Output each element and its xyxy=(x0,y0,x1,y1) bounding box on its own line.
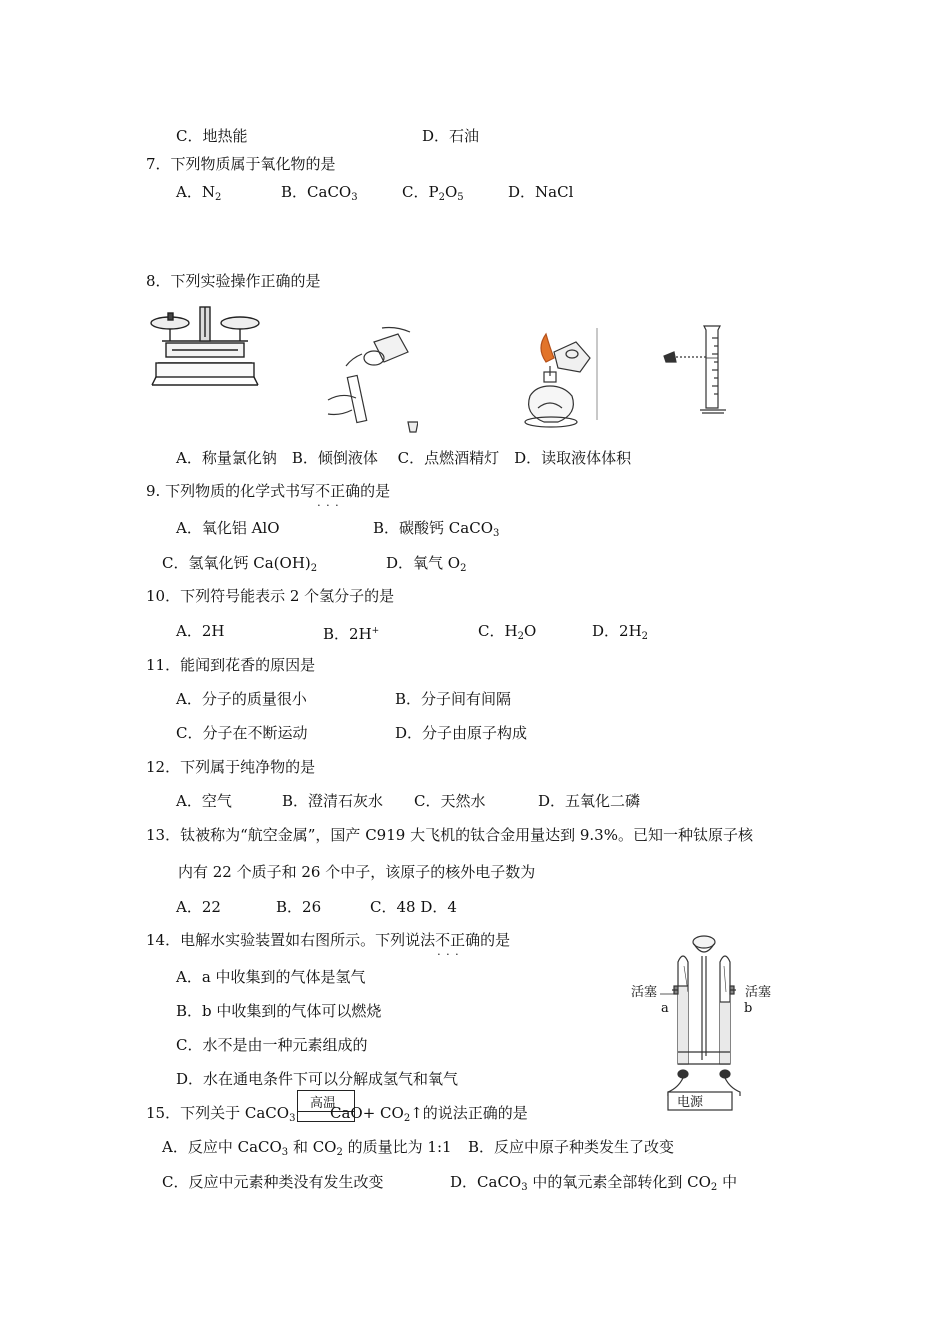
q14-option-d: D．水在通电条件下可以分解成氢气和氧气 xyxy=(176,1070,459,1088)
left-valve-label: 活塞 xyxy=(631,985,658,1000)
q12-option-b: B．澄清石灰水 xyxy=(282,792,384,810)
q7-option-c: C．$P_2O_5$ xyxy=(402,183,464,203)
q13-option-b: B．26 xyxy=(276,898,322,916)
q13-option-a: A．22 xyxy=(176,898,221,916)
q9-option-a: A．氧化铝 AlO xyxy=(176,519,280,537)
q12-option-d: D．五氧化二磷 xyxy=(538,792,641,810)
reaction-condition-box: 高温 xyxy=(297,1090,355,1122)
q13-line-1: 13．钛被称为“航空金属”，国产 C919 大飞机的钛合金用量达到 9.3%。已知一种钛原子核 xyxy=(146,826,753,844)
q10-option-d: D．$2H_2$ xyxy=(592,622,649,642)
electrolysis-apparatus-figure xyxy=(628,932,778,1112)
q14-option-b: B．b 中收集到的气体可以燃烧 xyxy=(176,1002,382,1020)
tube-a-label: a xyxy=(661,1001,669,1016)
q11-option-a: A．分子的质量很小 xyxy=(176,690,307,708)
q9-option-c: C．氢氧化钙 $Ca(OH)_2$ xyxy=(162,554,318,574)
right-valve-label: 活塞 xyxy=(745,985,772,1000)
q10-option-a: A．2H xyxy=(176,622,225,640)
tube-b-label: b xyxy=(744,1001,753,1016)
q10-stem: 10．下列符号能表示 2 个氢分子的是 xyxy=(146,587,395,605)
q10-option-b: B．2H+ xyxy=(323,625,380,643)
q14-stem: 14．电解水实验装置如右图所示。下列说法不正确 · · ·的是 xyxy=(146,930,510,950)
q12-stem: 12．下列属于纯净物的是 xyxy=(146,758,316,776)
q15-option-a: A．反应中 CaCO$_3$ 和 $CO_2$ 的质量比为 1:1 xyxy=(162,1138,452,1158)
q13-line-2: 内有 22 个质子和 26 个中子，该原子的核外电子数为 xyxy=(178,863,536,881)
q14-option-c: C．水不是由一种元素组成的 xyxy=(176,1036,368,1054)
q10-option-c: C．$H_2O$ xyxy=(478,622,537,642)
q8-options: A．称量氯化钠 B．倾倒液体 C．点燃酒精灯 D．读取液体体积 xyxy=(176,449,632,467)
q11-option-c: C．分子在不断运动 xyxy=(176,724,308,742)
q6-option-c: C．地热能 xyxy=(176,127,248,145)
q9-stem: 9. 下列物质的化学式书写不正确 · · ·的是 xyxy=(146,481,390,501)
pouring-figure xyxy=(322,322,418,434)
q15-option-b: B．反应中原子种类发生了改变 xyxy=(468,1138,675,1156)
q7-option-a: A．$N_2$ xyxy=(176,183,222,203)
q14-option-a: A．a 中收集到的气体是氢气 xyxy=(176,968,366,986)
q15-option-c: C．反应中元素种类没有发生改变 xyxy=(162,1173,384,1191)
q7-stem: 7．下列物质属于氧化物的是 xyxy=(146,155,336,173)
q7-option-b: B．CaCO$_3$ xyxy=(281,183,358,203)
q11-stem: 11．能闻到花香的原因是 xyxy=(146,656,316,674)
graduated-cylinder-figure xyxy=(660,322,732,416)
q7-option-d: D．NaCl xyxy=(508,183,574,201)
q15-stem-pre: 15．下列关于 CaCO$_3$ xyxy=(146,1104,296,1124)
q9-option-b: B．碳酸钙 CaCO$_3$ xyxy=(373,519,500,539)
q13-option-cd: C．48 D．4 xyxy=(370,898,457,916)
q8-stem: 8．下列实验操作正确的是 xyxy=(146,272,321,290)
q6-option-d: D．石油 xyxy=(422,127,480,145)
q12-option-a: A．空气 xyxy=(176,792,232,810)
q9-option-d: D．氧气 $O_2$ xyxy=(386,554,467,574)
power-source-label: 电源 xyxy=(677,1095,704,1110)
q12-option-c: C．天然水 xyxy=(414,792,486,810)
balance-figure xyxy=(148,303,262,389)
q15-stem-post: $CaO+ CO_2↑$的说法正确的是 xyxy=(330,1104,528,1124)
alcohol-lamp-figure xyxy=(514,328,600,434)
q15-option-d: D．CaCO$_3$ 中的氧元素全部转化到 $CO_2$ 中 xyxy=(450,1173,738,1193)
q11-option-d: D．分子由原子构成 xyxy=(395,724,528,742)
q11-option-b: B．分子间有间隔 xyxy=(395,690,512,708)
